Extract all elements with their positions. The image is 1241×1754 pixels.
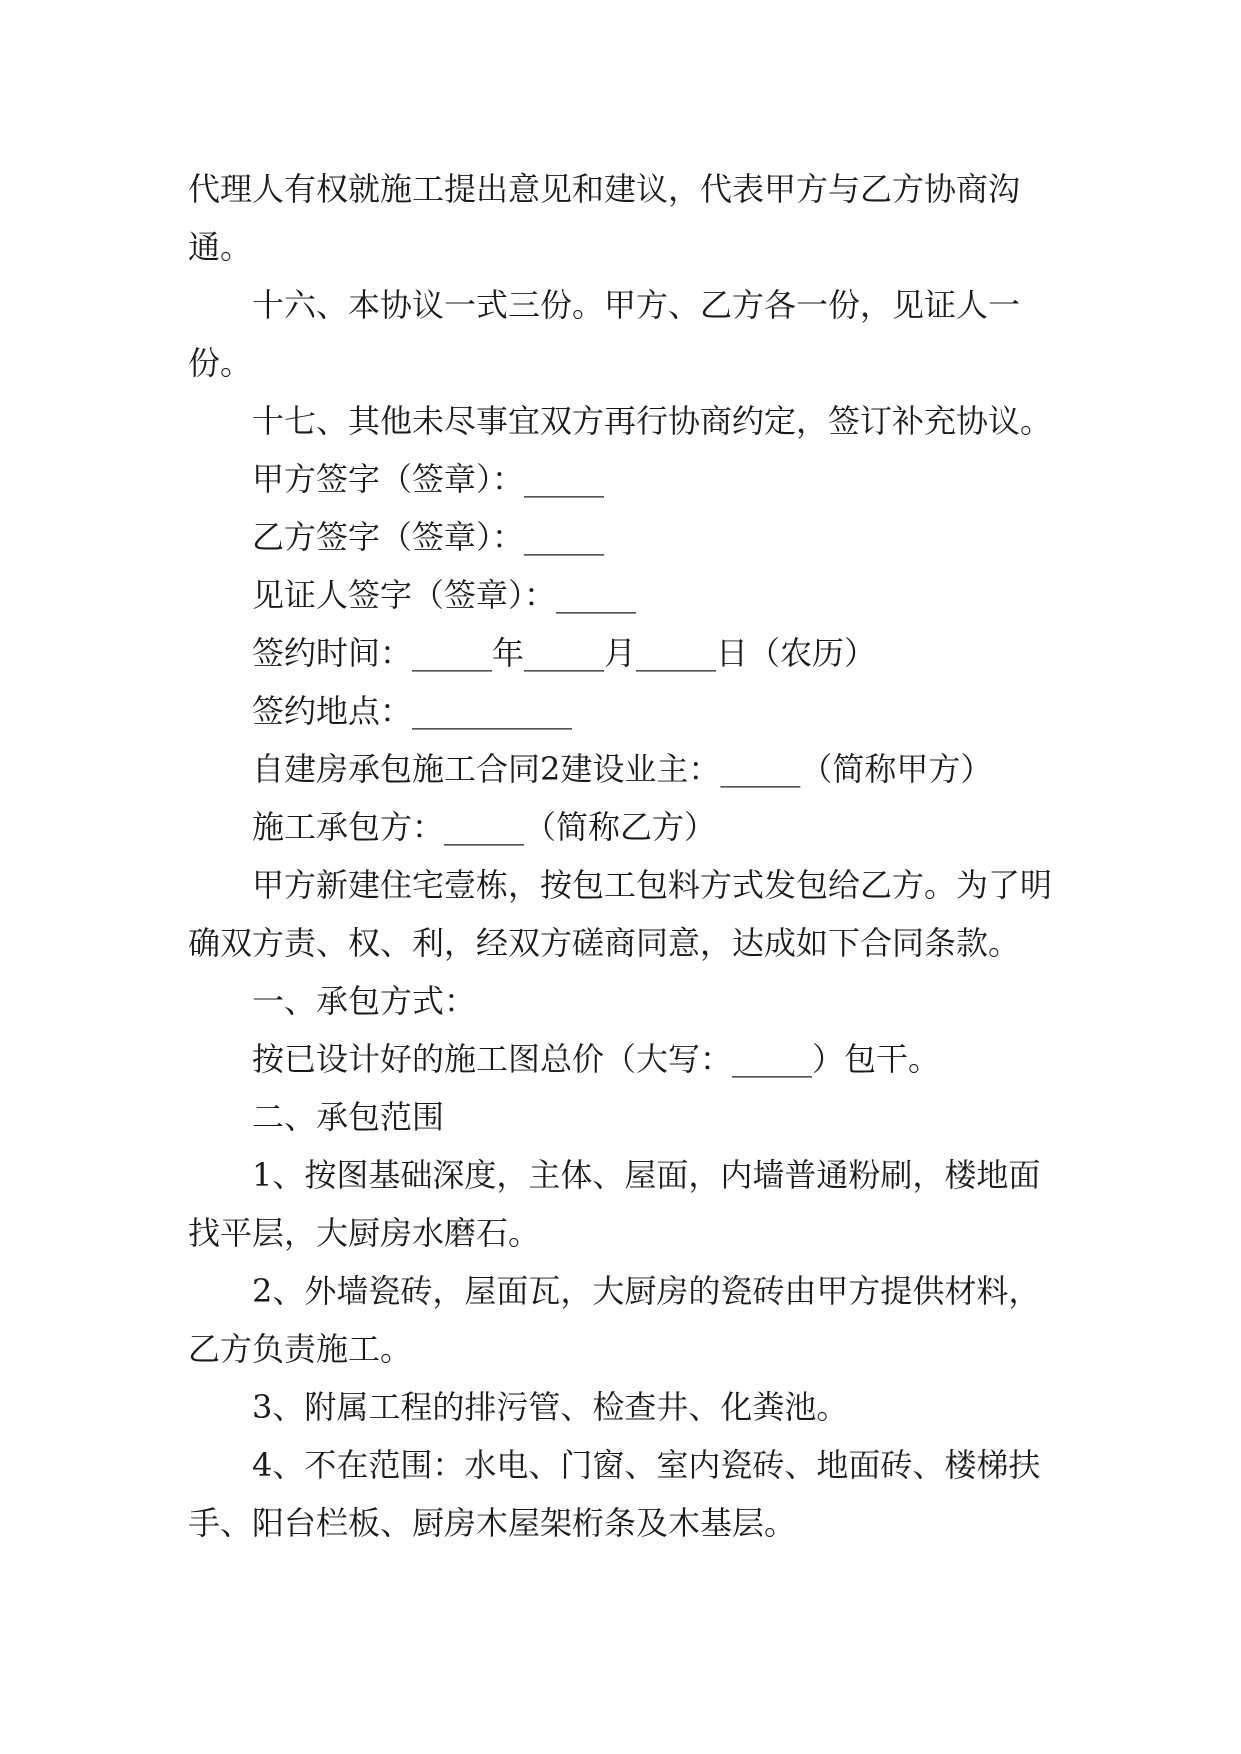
paragraph-intro: 甲方新建住宅壹栋，按包工包料方式发包给乙方。为了明确双方责、权、利，经双方磋商同意，达成如下合同条款。 (188, 866, 1053, 962)
section-heading-2: 二、承包范围 (252, 1098, 445, 1136)
contract-2-owner: 自建房承包施工合同2建设业主：_____（简称甲方） (252, 750, 993, 788)
paragraph-clause-17: 十七、其他未尽事宜双方再行协商约定，签订补充协议。 (252, 402, 1053, 440)
section-heading-1: 一、承包方式： (252, 982, 477, 1020)
scope-item-1: 1、按图基础深度，主体、屋面，内墙普通粉刷，楼地面找平层，大厨房水磨石。 (188, 1156, 1041, 1252)
signature-party-b: 乙方签字（签章）：_____ (252, 518, 605, 556)
scope-item-3: 3、附属工程的排污管、检查井、化粪池。 (252, 1388, 849, 1426)
signing-place: 签约地点：__________ (252, 692, 573, 730)
document-body (188, 160, 1058, 1552)
signature-party-a: 甲方签字（签章）：_____ (252, 460, 605, 498)
scope-item-4: 4、不在范围：水电、门窗、室内瓷砖、地面砖、楼梯扶手、阳台栏板、厨房木屋架桁条及木基层。 (188, 1446, 1041, 1542)
paragraph-lump-sum: 按已设计好的施工图总价（大写：_____）包干。 (252, 1040, 941, 1078)
paragraph-clause-16: 十六、本协议一式三份。甲方、乙方各一份，见证人一份。 (188, 286, 1021, 382)
signing-date: 签约时间：_____年_____月_____日（农历） (252, 634, 877, 672)
contract-2-contractor: 施工承包方：_____（简称乙方） (252, 808, 717, 846)
signature-witness: 见证人签字（签章）：_____ (252, 576, 637, 614)
paragraph-agent-rights: 代理人有权就施工提出意见和建议，代表甲方与乙方协商沟通。 (188, 170, 1021, 266)
scope-item-2: 2、外墙瓷砖，屋面瓦，大厨房的瓷砖由甲方提供材料，乙方负责施工。 (188, 1272, 1041, 1368)
